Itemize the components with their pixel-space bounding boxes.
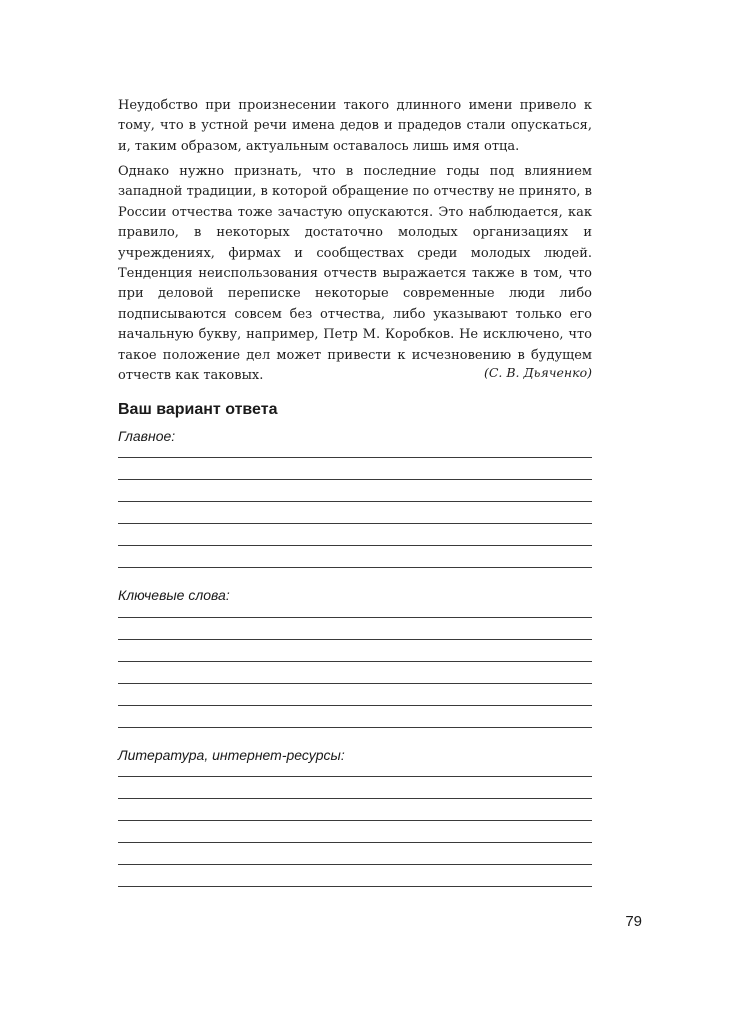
answer-line[interactable]: [118, 705, 592, 706]
literature-label: Литература, интернет-ресурсы:: [118, 747, 345, 763]
keywords-label: Ключевые слова:: [118, 587, 230, 603]
main-idea-label: Главное:: [118, 428, 176, 444]
answer-line[interactable]: [118, 886, 592, 887]
page-number: 79: [625, 913, 642, 930]
answer-line[interactable]: [118, 457, 592, 458]
answer-line[interactable]: [118, 617, 592, 618]
answer-line[interactable]: [118, 864, 592, 865]
answer-line[interactable]: [118, 501, 592, 502]
answer-line[interactable]: [118, 683, 592, 684]
answer-line[interactable]: [118, 545, 592, 546]
answer-line[interactable]: [118, 523, 592, 524]
answer-line[interactable]: [118, 727, 592, 728]
answer-line[interactable]: [118, 776, 592, 777]
answer-line[interactable]: [118, 567, 592, 568]
citation-author: (С. В. Дьяченко): [483, 365, 592, 380]
answer-line[interactable]: [118, 479, 592, 480]
answer-line[interactable]: [118, 661, 592, 662]
answer-heading: Ваш вариант ответа: [118, 401, 278, 418]
paragraph-2: Однако нужно признать, что в последние годы под влиянием западной традиции, в которой обращение по отчеству не принято, в России отчества тоже зачастую опускаются. Это наблюдается, как правило, в некоторых достаточно молодых организациях и учреждениях, фирмах и сообществах среди молодых людей. Тенденция неиспользования отчеств выражается также в том, что при деловой переписке некоторые современные люди либо подписываются совсем без отчества, либо указывают только его начальную букву, например, Петр М. Коробков. Не исключено, что такое положение дел может привести к исчезновению в будущем отчеств как таковых.: [118, 164, 592, 384]
answer-line[interactable]: [118, 639, 592, 640]
answer-line[interactable]: [118, 842, 592, 843]
answer-line[interactable]: [118, 820, 592, 821]
answer-line[interactable]: [118, 798, 592, 799]
paragraph-1: Неудобство при произнесении такого длинного имени привело к тому, что в устной речи имена дедов и прадедов стали опускаться, и, таким образом, актуальным оставалось лишь имя отца.: [118, 98, 592, 154]
